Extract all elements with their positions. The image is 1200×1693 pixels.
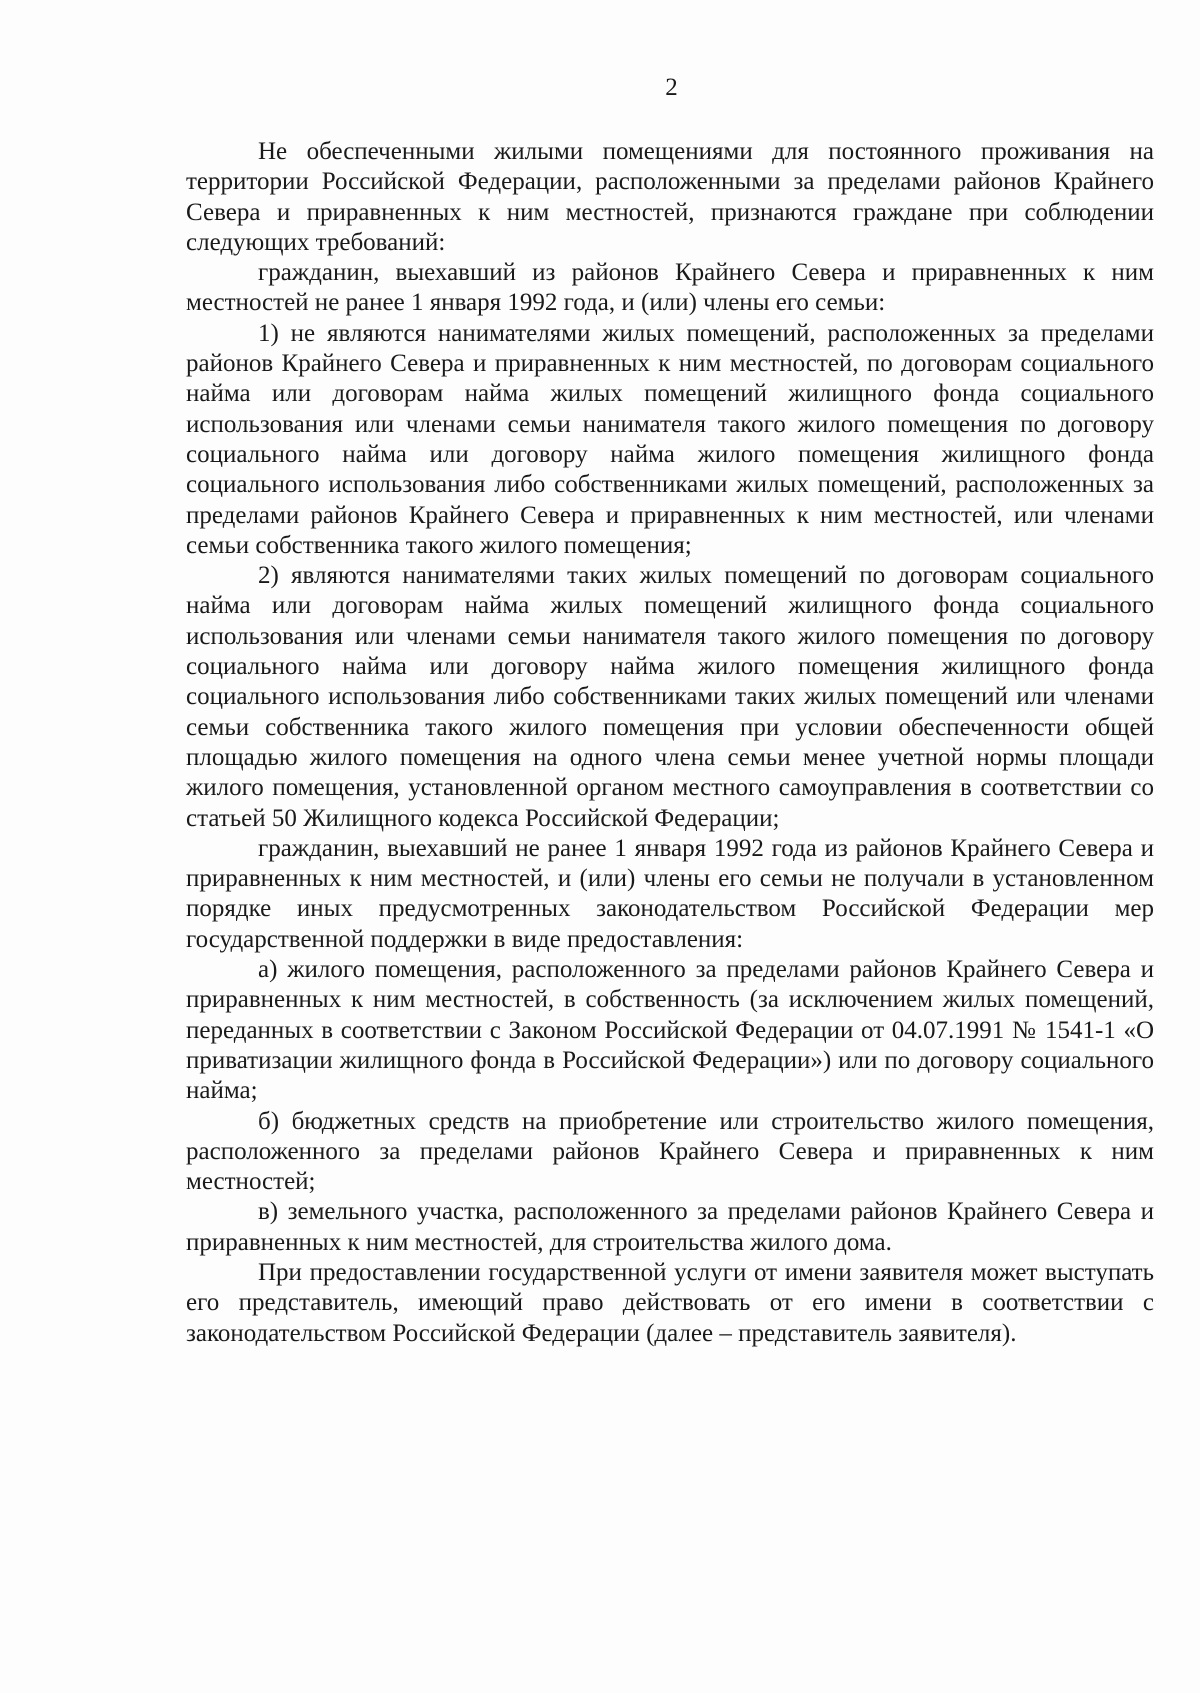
paragraph-item-2: 2) являются нанимателями таких жилых помещений по договорам социального найма или договорам найма жилых помещений жилищного фонда социального использования или членами семьи нанимателя такого жилого помещения по договору социального найма или договору найма жилого помещения жилищного фонда социального использования либо собственниками таких жилых помещений или членами семьи собственника такого жилого помещения при условии обеспеченности общей площадью жилого помещения на одного члена семьи менее учетной нормы площади жилого помещения, установленной органом местного самоуправления в соответствии со статьей 50 Жилищного кодекса Российской Федерации; (186, 562, 1154, 832)
document-body (186, 137, 1154, 1349)
paragraph-citizen-departed: гражданин, выехавший из районов Крайнего Севера и приравненных к ним местностей не ранее 1 января 1992 года, и (или) члены его семьи: (186, 259, 1154, 317)
paragraph-intro: Не обеспеченными жилыми помещениями для постоянного проживания на территории Российской Федерации, расположенными за пределами районов Крайнего Севера и приравненных к ним местностей, признаются граждане при соблюдении следующих требований: (186, 138, 1154, 256)
paragraph-no-support: гражданин, выехавший не ранее 1 января 1992 года из районов Крайнего Севера и приравненных к ним местностей, и (или) члены его семьи не получали в установленном порядке иных предусмотренных законодательством Российской Федерации мер государственной поддержки в виде предоставления: (186, 834, 1154, 953)
paragraph-item-v: в) земельного участка, расположенного за пределами районов Крайнего Севера и приравненных к ним местностей, для строительства жилого дома. (186, 1198, 1154, 1256)
page-number: 2 (665, 74, 678, 101)
paragraph-item-1: 1) не являются нанимателями жилых помещений, расположенных за пределами районов Крайнего Севера и приравненных к ним местностей, по договорам социального найма или договорам найма жилых помещений жилищного фонда социального использования или членами семьи нанимателя такого жилого помещения по договору социального найма или договору найма жилого помещения жилищного фонда социального использования либо собственниками жилых помещений, расположенных за пределами районов Крайнего Севера и приравненных к ним местностей, или членами семьи собственника такого жилого помещения; (186, 319, 1154, 559)
paragraph-representative: При предоставлении государственной услуги от имени заявителя может выступать его представитель, имеющий право действовать от его имени в соответствии с законодательством Российской Федерации (далее – представитель заявителя). (186, 1258, 1154, 1347)
paragraph-item-b: б) бюджетных средств на приобретение или строительство жилого помещения, расположенного за пределами районов Крайнего Севера и приравненных к ним местностей; (186, 1107, 1154, 1196)
paragraph-item-a: а) жилого помещения, расположенного за пределами районов Крайнего Севера и приравненных к ним местностей, в собственность (за исключением жилых помещений, переданных в соответствии с Законом Российской Федерации от 04.07.1991 № 1541-1 «О приватизации жилищного фонда в Российской Федерации») или по договору социального найма; (186, 956, 1154, 1105)
